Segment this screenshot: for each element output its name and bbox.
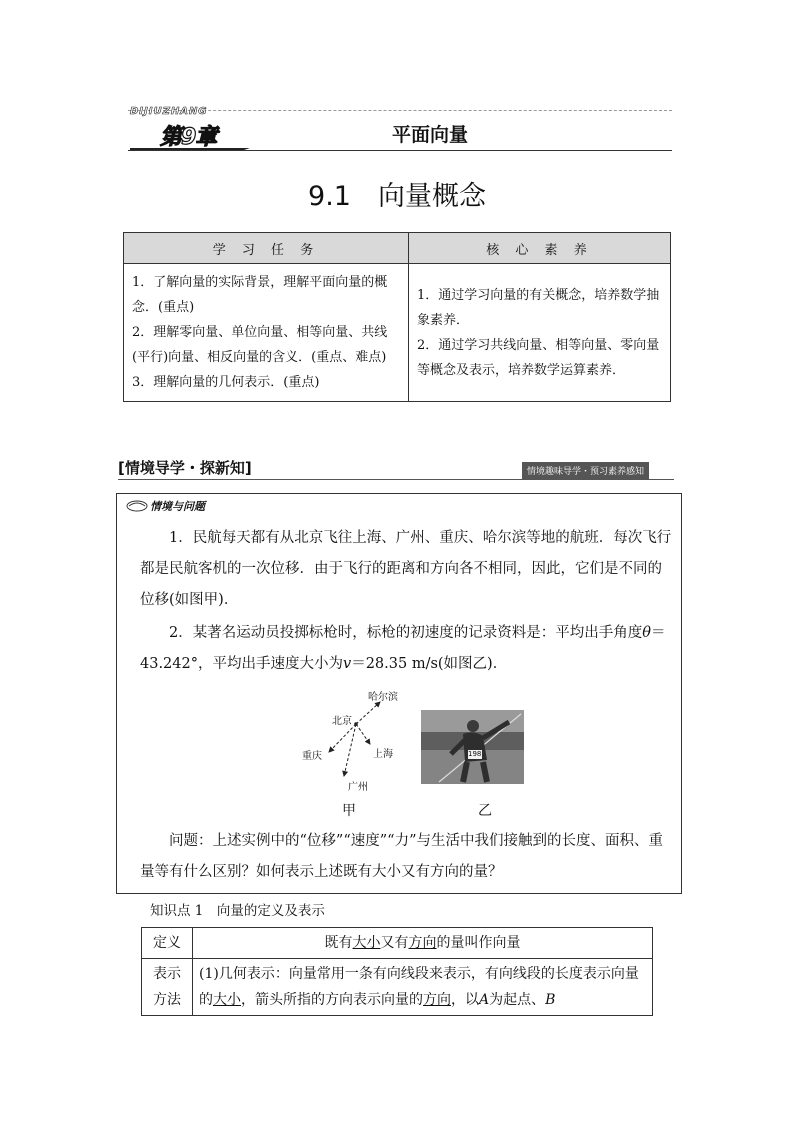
scenario-label: 情境与问题 bbox=[150, 500, 205, 513]
band-title: [情境导学・探新知] bbox=[118, 459, 252, 477]
javelin-athlete-photo bbox=[421, 710, 524, 784]
objectives-table bbox=[123, 232, 671, 402]
underlined-term: 方向 bbox=[408, 935, 437, 951]
scenario-paragraph-1: 1．民航每天都有从北京飞往上海、广州、重庆、哈尔滨等地的航班．每次飞行都是民航客机的一次位移．由于飞行的距离和方向各不相同，因此，它们是不同的位移(如图甲)． bbox=[140, 530, 672, 608]
objectives-literacy-cell bbox=[409, 264, 671, 402]
section-title: 9.1 向量概念 bbox=[308, 181, 486, 212]
objectives-header-tasks: 学 习 任 务 bbox=[124, 233, 409, 264]
definition-label: 定义 bbox=[142, 928, 193, 959]
representation-cell: (1)几何表示：向量常用一条有向线段来表示，有向线段的长度表示向量的大小，箭头所指的方向表示向量的方向，以A为起点、B bbox=[193, 959, 653, 1016]
literacy-item: 1．通过学习向量的有关概念，培养数学抽象素养． bbox=[417, 287, 660, 328]
task-item: 2．理解零向量、单位向量、相等向量、共线(平行)向量、相反向量的含义．(重点、难点) bbox=[132, 325, 388, 365]
scenario-question: 问题：上述实例中的“位移”“速度”“力”与生活中我们接触到的长度、面积、重量等有什么区别？如何表示上述既有大小又有方向的量？ bbox=[140, 833, 663, 880]
map-label-beijing: 北京 bbox=[332, 716, 352, 727]
objectives-tasks-cell bbox=[124, 264, 409, 402]
figure-label-yi: 乙 bbox=[478, 803, 492, 819]
header-rule bbox=[128, 150, 672, 151]
underlined-term: 大小 bbox=[352, 935, 381, 951]
task-item: 3．理解向量的几何表示．(重点) bbox=[132, 375, 320, 390]
underlined-term: 方向 bbox=[423, 992, 451, 1008]
map-label-chongqing: 重庆 bbox=[302, 751, 322, 762]
chapter-label: 第9章 bbox=[160, 125, 217, 150]
underlined-term: 大小 bbox=[213, 992, 241, 1008]
objectives-header-literacy: 核 心 素 养 bbox=[409, 233, 671, 264]
v-symbol: v bbox=[343, 656, 352, 672]
literacy-item: 2．通过学习共线向量、相等向量、零向量等概念及表示，培养数学运算素养． bbox=[417, 337, 660, 378]
scenario-paragraph-2: 2．某著名运动员投掷标枪时，标枪的初速度的记录资料是：平均出手角度θ＝43.242°，平均出手速度大小为v＝28.35 m/s(如图乙)． bbox=[140, 625, 666, 672]
figure-label-jia: 甲 bbox=[342, 803, 356, 819]
knowledge-point-table bbox=[141, 927, 653, 1016]
header-dashed-rule bbox=[128, 110, 672, 111]
representation-label: 表示 方法 bbox=[142, 959, 193, 1016]
definition-cell: 既有大小又有方向的量叫作向量 bbox=[193, 928, 653, 959]
header-title: 平面向量 bbox=[392, 124, 469, 146]
theta-symbol: θ bbox=[642, 625, 651, 641]
map-label-guangzhou: 广州 bbox=[348, 782, 368, 793]
chapter-pinyin: DIJIUZHANG bbox=[130, 106, 208, 117]
knowledge-point-title: 知识点 1 向量的定义及表示 bbox=[150, 903, 325, 919]
bib-number: 198 bbox=[468, 750, 482, 758]
band-tag: 情境趣味导学・预习素养感知 bbox=[522, 462, 649, 479]
map-label-shanghai: 上海 bbox=[373, 749, 393, 760]
band-rule bbox=[118, 479, 674, 480]
leaf-icon bbox=[126, 500, 148, 512]
map-label-harbin: 哈尔滨 bbox=[368, 692, 398, 703]
task-item: 1．了解向量的实际背景，理解平面向量的概念．(重点) bbox=[132, 275, 388, 315]
